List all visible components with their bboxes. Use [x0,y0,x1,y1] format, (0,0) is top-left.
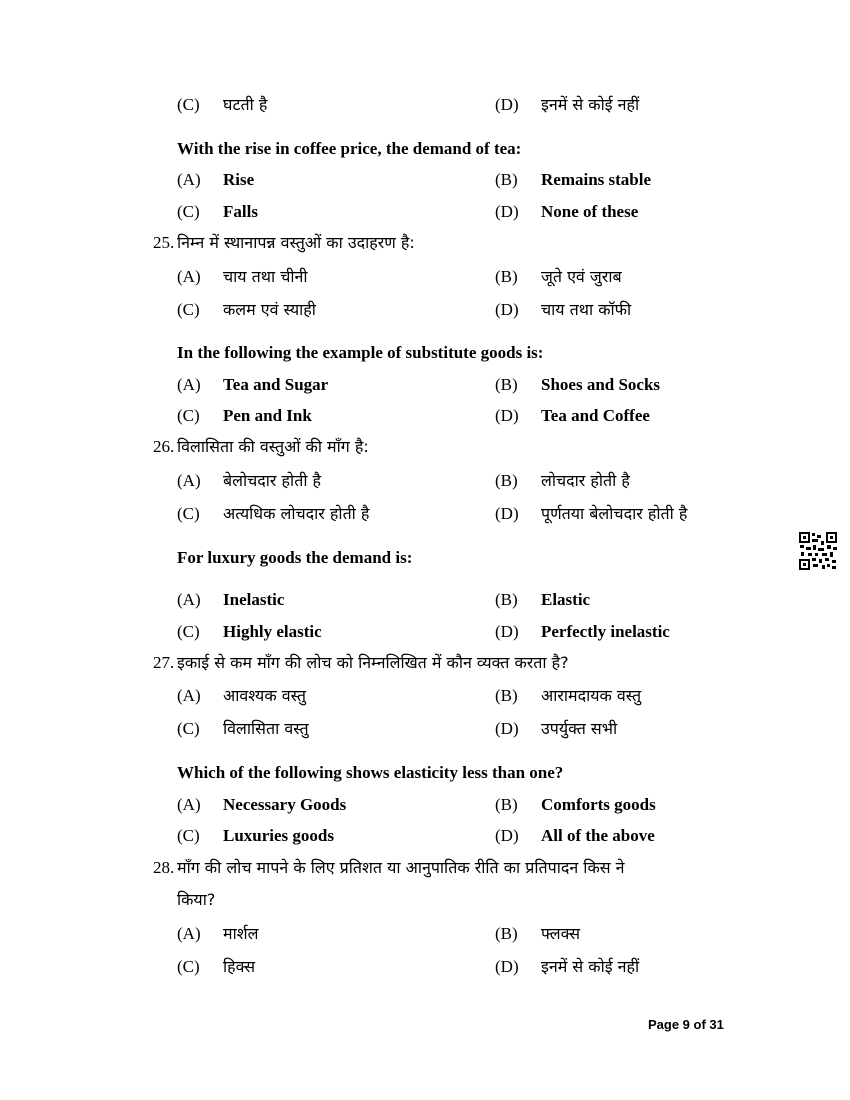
question-text-english: For luxury goods the demand is: [177,548,413,567]
option-label: (A) [177,375,201,394]
question-line [0,543,850,573]
question-number: 27. [153,653,175,672]
option-label: (C) [177,202,200,221]
option-text: इनमें से कोई नहीं [541,957,640,976]
option-text: Rise [223,170,255,189]
question-line [0,134,850,164]
question-line [0,338,850,368]
option-label: (C) [177,622,200,641]
option-label: (A) [177,795,201,814]
option-row [0,499,850,529]
qr-code-icon [798,531,838,571]
option-text: विलासिता वस्तु [223,719,309,738]
option-text: आरामदायक वस्तु [541,686,642,705]
option-text: अत्यधिक लोचदार होती है [223,504,370,523]
option-text: None of these [541,202,639,221]
option-text: Tea and Coffee [541,406,650,425]
option-text: उपर्युक्त सभी [541,719,618,738]
question-line [0,648,850,678]
option-text: All of the above [541,826,655,845]
question-number: 28. [153,858,175,877]
option-text: इनमें से कोई नहीं [541,95,640,114]
option-label: (A) [177,170,201,189]
option-label: (C) [177,826,200,845]
option-row [0,466,850,496]
option-label: (D) [495,95,519,114]
option-label: (D) [495,300,519,319]
option-text: लोचदार होती है [541,471,630,490]
option-row [0,952,850,982]
option-row [0,585,850,615]
option-label: (B) [495,471,518,490]
question-text-hindi: इकाई से कम माँग की लोच को निम्नलिखित में कौन व्यक्त करता है? [177,653,569,672]
option-text: कलम एवं स्याही [223,300,316,319]
option-row [0,790,850,820]
option-text: पूर्णतया बेलोचदार होती है [541,504,688,523]
option-label: (B) [495,795,518,814]
option-label: (C) [177,406,200,425]
option-label: (B) [495,170,518,189]
question-text-hindi-continued: किया? [177,890,216,909]
question-line [0,432,850,462]
option-text: Perfectly inelastic [541,622,670,641]
option-label: (C) [177,957,200,976]
option-label: (B) [495,267,518,286]
option-row [0,821,850,851]
option-text: चाय तथा चीनी [223,267,308,286]
option-text: जूते एवं जुराब [541,267,622,286]
question-text-english: In the following the example of substitute goods is: [177,343,544,362]
option-label: (D) [495,957,519,976]
option-text: Inelastic [223,590,285,609]
option-label: (D) [495,719,519,738]
question-text-hindi: निम्न में स्थानापन्न वस्तुओं का उदाहरण है: [177,233,415,252]
option-label: (B) [495,924,518,943]
option-row [0,370,850,400]
question-text-hindi: माँग की लोच मापने के लिए प्रतिशत या आनुपातिक रीति का प्रतिपादन किस ने [177,858,625,877]
option-label: (A) [177,471,201,490]
option-text: फ्लक्स [541,924,581,943]
page-number: Page 9 of 31 [648,1017,724,1032]
question-text-english: With the rise in coffee price, the demand of tea: [177,139,522,158]
option-label: (A) [177,590,201,609]
option-text: Comforts goods [541,795,656,814]
option-label: (D) [495,622,519,641]
option-text: Tea and Sugar [223,375,329,394]
option-label: (B) [495,590,518,609]
question-line [0,758,850,788]
option-text: बेलोचदार होती है [223,471,322,490]
question-text-english: Which of the following shows elasticity less than one? [177,763,564,782]
question-line [0,853,850,883]
option-row [0,197,850,227]
option-text: Falls [223,202,258,221]
option-label: (D) [495,202,519,221]
question-number: 26. [153,437,175,456]
option-label: (D) [495,504,519,523]
option-row [0,90,850,120]
option-label: (C) [177,719,200,738]
option-text: घटती है [223,95,268,114]
question-number: 25. [153,233,175,252]
option-label: (A) [177,267,201,286]
option-row [0,714,850,744]
option-text: Remains stable [541,170,652,189]
question-line [0,228,850,258]
option-row [0,401,850,431]
option-row [0,295,850,325]
option-label: (A) [177,924,201,943]
option-text: Elastic [541,590,591,609]
option-text: Necessary Goods [223,795,347,814]
option-row [0,165,850,195]
option-row [0,681,850,711]
option-text: चाय तथा कॉफी [541,300,632,319]
option-label: (C) [177,504,200,523]
option-text: Pen and Ink [223,406,312,425]
option-label: (D) [495,406,519,425]
option-label: (C) [177,300,200,319]
option-label: (B) [495,686,518,705]
question-text-hindi: विलासिता की वस्तुओं की माँग है: [177,437,369,456]
option-row [0,617,850,647]
question-line-continued [0,885,850,915]
option-row [0,262,850,292]
option-text: मार्शल [223,924,259,943]
option-label: (A) [177,686,201,705]
option-text: Luxuries goods [223,826,334,845]
option-text: आवश्यक वस्तु [223,686,306,705]
option-label: (B) [495,375,518,394]
option-label: (D) [495,826,519,845]
option-text: Shoes and Socks [541,375,661,394]
option-row [0,919,850,949]
option-label: (C) [177,95,200,114]
option-text: हिक्स [223,957,256,976]
option-text: Highly elastic [223,622,322,641]
